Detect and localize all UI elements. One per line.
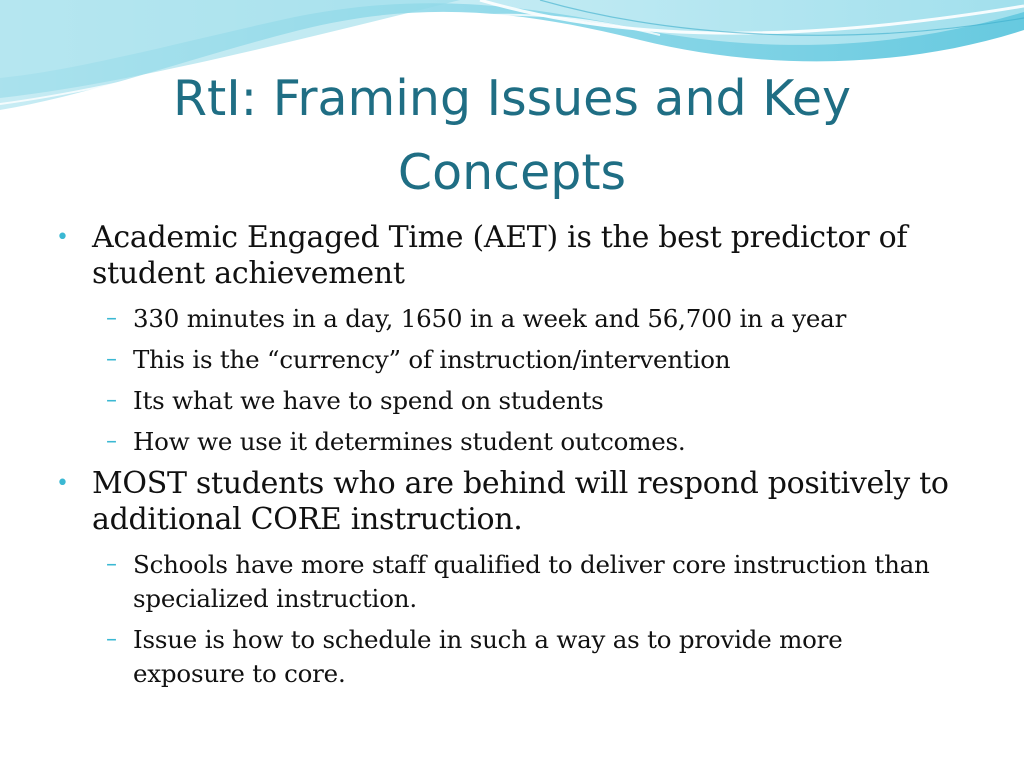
dash-icon: –: [106, 429, 117, 454]
slide-title: RtI: Framing Issues and Key Concepts: [172, 70, 852, 201]
sub-bullet-item: [56, 548, 956, 616]
dash-icon: –: [106, 347, 117, 372]
sub-bullet-text: 330 minutes in a day, 1650 in a week and 56,700 in a year: [133, 304, 847, 333]
bullet-text: Academic Engaged Time (AET) is the best predictor of student achievement: [92, 220, 908, 291]
sub-bullet-text: Schools have more staff qualified to deliver core instruction than specialized instruction.: [133, 550, 930, 613]
bullet-item: [56, 220, 956, 292]
sub-bullet-text: Its what we have to spend on students: [133, 386, 604, 415]
sub-bullet-text: How we use it determines student outcomes.: [133, 427, 686, 456]
dash-icon: –: [106, 388, 117, 413]
bullet-icon: •: [56, 225, 69, 250]
bullet-text: MOST students who are behind will respond positively to additional CORE instruction.: [92, 466, 949, 537]
sub-bullet-item: [56, 425, 956, 459]
sub-bullet-item: [56, 343, 956, 377]
dash-icon: –: [106, 627, 117, 652]
bullet-icon: •: [56, 471, 69, 496]
sub-bullet-text: This is the “currency” of instruction/intervention: [133, 345, 731, 374]
dash-icon: –: [106, 306, 117, 331]
bullet-list: [56, 220, 956, 698]
bullet-item: [56, 466, 956, 538]
sub-bullet-text: Issue is how to schedule in such a way as to provide more exposure to core.: [133, 625, 843, 688]
sub-bullet-item: [56, 384, 956, 418]
sub-bullet-item: [56, 302, 956, 336]
dash-icon: –: [106, 552, 117, 577]
sub-bullet-item: [56, 623, 956, 691]
